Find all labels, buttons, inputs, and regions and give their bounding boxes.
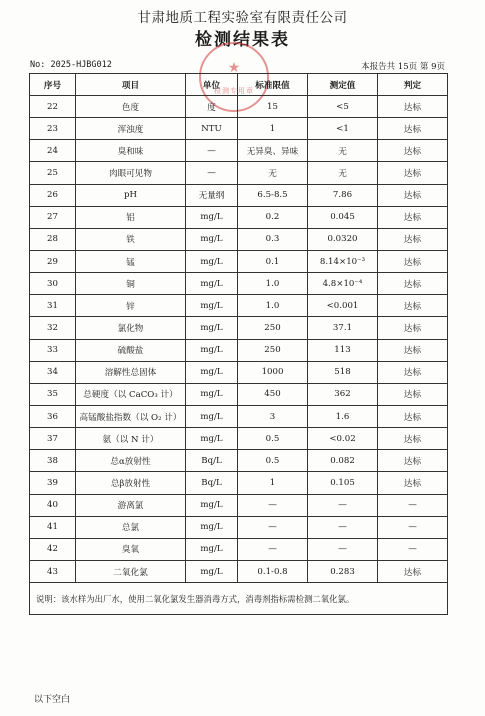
table-row (30, 140, 448, 162)
cell-unit: mg/L (186, 383, 238, 405)
cell-judge: 达标 (378, 317, 448, 339)
cell-no: 34 (30, 361, 76, 383)
cell-judge: 达标 (378, 405, 448, 427)
cell-no: 23 (30, 118, 76, 140)
cell-judge: 达标 (378, 273, 448, 295)
cell-limit: — (238, 494, 308, 516)
cell-judge: — (378, 494, 448, 516)
cell-value: 4.8×10⁻⁴ (308, 273, 378, 295)
table-row (30, 405, 448, 427)
cell-item: 氯化物 (76, 317, 186, 339)
cell-unit: Bq/L (186, 472, 238, 494)
table-row (30, 383, 448, 405)
table-row (30, 118, 448, 140)
cell-item: 总氯 (76, 516, 186, 538)
cell-unit: NTU (186, 118, 238, 140)
cell-no: 41 (30, 516, 76, 538)
cell-judge: 达标 (378, 450, 448, 472)
cell-item: 高锰酸盐指数（以 O₂ 计） (76, 405, 186, 427)
cell-item: 浑浊度 (76, 118, 186, 140)
cell-unit: mg/L (186, 516, 238, 538)
note-text: 说明：该水样为出厂水，使用二氧化氯发生器消毒方式，消毒剂指标需检测二氧化氯。 (30, 583, 448, 615)
cell-limit: — (238, 538, 308, 560)
cell-value: 362 (308, 383, 378, 405)
table-row (30, 273, 448, 295)
cell-limit: 250 (238, 317, 308, 339)
table-row (30, 361, 448, 383)
cell-value: 7.86 (308, 184, 378, 206)
cell-judge: 达标 (378, 118, 448, 140)
cell-no: 30 (30, 273, 76, 295)
table-row (30, 295, 448, 317)
cell-value: 8.14×10⁻³ (308, 250, 378, 272)
cell-unit: mg/L (186, 405, 238, 427)
report-number-value: 2025-HJBG012 (50, 60, 112, 70)
cell-unit: mg/L (186, 206, 238, 228)
cell-limit: 6.5-8.5 (238, 184, 308, 206)
cell-limit: 1.0 (238, 295, 308, 317)
cell-item: 铝 (76, 206, 186, 228)
cell-judge: 达标 (378, 560, 448, 582)
cell-item: 二氧化氯 (76, 560, 186, 582)
cell-judge: 达标 (378, 140, 448, 162)
col-header-unit: 单位 (186, 74, 238, 96)
cell-no: 28 (30, 228, 76, 250)
col-header-judge: 判定 (378, 74, 448, 96)
table-row (30, 250, 448, 272)
cell-no: 35 (30, 383, 76, 405)
cell-limit: 1000 (238, 361, 308, 383)
cell-no: 22 (30, 96, 76, 118)
cell-judge: 达标 (378, 228, 448, 250)
table-row (30, 228, 448, 250)
col-header-limit: 标准限值 (238, 74, 308, 96)
table-row (30, 494, 448, 516)
cell-no: 37 (30, 428, 76, 450)
cell-unit: mg/L (186, 494, 238, 516)
cell-value: 0.082 (308, 450, 378, 472)
table-row (30, 450, 448, 472)
cell-judge: 达标 (378, 96, 448, 118)
cell-item: 游离氯 (76, 494, 186, 516)
table-row (30, 472, 448, 494)
cell-judge: 达标 (378, 162, 448, 184)
cell-limit: 3 (238, 405, 308, 427)
cell-value: 0.0320 (308, 228, 378, 250)
cell-limit: 0.1-0.8 (238, 560, 308, 582)
cell-limit: 15 (238, 96, 308, 118)
table-row (30, 560, 448, 582)
cell-judge: 达标 (378, 339, 448, 361)
cell-no: 40 (30, 494, 76, 516)
cell-judge: 达标 (378, 472, 448, 494)
results-table (29, 73, 448, 615)
cell-limit: 0.5 (238, 428, 308, 450)
cell-unit: mg/L (186, 361, 238, 383)
cell-item: 铜 (76, 273, 186, 295)
cell-judge: 达标 (378, 206, 448, 228)
table-row (30, 317, 448, 339)
cell-no: 39 (30, 472, 76, 494)
cell-value: <0.02 (308, 428, 378, 450)
cell-no: 43 (30, 560, 76, 582)
col-header-value: 测定值 (308, 74, 378, 96)
cell-no: 42 (30, 538, 76, 560)
cell-no: 25 (30, 162, 76, 184)
cell-judge: 达标 (378, 428, 448, 450)
cell-item: 总β放射性 (76, 472, 186, 494)
table-row (30, 206, 448, 228)
cell-limit: 1 (238, 118, 308, 140)
cell-unit: 无量纲 (186, 184, 238, 206)
cell-limit: 1.0 (238, 273, 308, 295)
cell-limit: 无 (238, 162, 308, 184)
seal-text: 检测专用章 (214, 87, 254, 95)
cell-item: 总硬度（以 CaCO₃ 计） (76, 383, 186, 405)
cell-limit: 0.2 (238, 206, 308, 228)
cell-unit: — (186, 140, 238, 162)
cell-no: 36 (30, 405, 76, 427)
cell-limit: 无异臭、异味 (238, 140, 308, 162)
page-title: 检测结果表 (195, 30, 290, 50)
cell-limit: 1 (238, 472, 308, 494)
cell-value: 0.283 (308, 560, 378, 582)
cell-value: 无 (308, 162, 378, 184)
table-row (30, 96, 448, 118)
table-row (30, 184, 448, 206)
cell-no: 24 (30, 140, 76, 162)
page-info: 本报告共 15页 第 9页 (361, 62, 445, 72)
cell-unit: — (186, 162, 238, 184)
cell-value: 518 (308, 361, 378, 383)
col-header-item: 项目 (76, 74, 186, 96)
cell-value: — (308, 538, 378, 560)
cell-item: 铁 (76, 228, 186, 250)
cell-unit: mg/L (186, 428, 238, 450)
cell-unit: mg/L (186, 339, 238, 361)
cell-item: 总α放射性 (76, 450, 186, 472)
table-row (30, 516, 448, 538)
cell-unit: Bq/L (186, 450, 238, 472)
cell-item: 锌 (76, 295, 186, 317)
note-row (30, 583, 448, 615)
cell-limit: 250 (238, 339, 308, 361)
cell-unit: mg/L (186, 560, 238, 582)
cell-item: pH (76, 184, 186, 206)
table-row (30, 339, 448, 361)
cell-no: 31 (30, 295, 76, 317)
cell-no: 32 (30, 317, 76, 339)
cell-judge: 达标 (378, 184, 448, 206)
cell-value: — (308, 516, 378, 538)
cell-item: 肉眼可见物 (76, 162, 186, 184)
cell-value: 1.6 (308, 405, 378, 427)
cell-item: 锰 (76, 250, 186, 272)
cell-judge: — (378, 538, 448, 560)
blank-below-note: 以下空白 (34, 695, 71, 705)
cell-unit: mg/L (186, 228, 238, 250)
seal-star-icon: ★ (227, 60, 241, 76)
cell-limit: 450 (238, 383, 308, 405)
col-header-no: 序号 (30, 74, 76, 96)
cell-item: 色度 (76, 96, 186, 118)
cell-unit: mg/L (186, 538, 238, 560)
cell-item: 氨（以 N 计） (76, 428, 186, 450)
report-number-label: No: (30, 60, 46, 70)
cell-item: 硫酸盐 (76, 339, 186, 361)
cell-value: <0.001 (308, 295, 378, 317)
cell-unit: mg/L (186, 250, 238, 272)
cell-judge: 达标 (378, 250, 448, 272)
cell-limit: 0.1 (238, 250, 308, 272)
cell-value: 无 (308, 140, 378, 162)
company-name: 甘肃地质工程实验室有限责任公司 (137, 10, 348, 26)
cell-limit: — (238, 516, 308, 538)
report-number (30, 60, 112, 70)
cell-limit: 0.3 (238, 228, 308, 250)
cell-no: 33 (30, 339, 76, 361)
cell-value: — (308, 494, 378, 516)
cell-limit: 0.5 (238, 450, 308, 472)
cell-no: 29 (30, 250, 76, 272)
cell-item: 溶解性总固体 (76, 361, 186, 383)
cell-value: 113 (308, 339, 378, 361)
cell-no: 38 (30, 450, 76, 472)
table-row (30, 162, 448, 184)
table-row (30, 428, 448, 450)
cell-value: 0.105 (308, 472, 378, 494)
cell-value: 0.045 (308, 206, 378, 228)
cell-value: <5 (308, 96, 378, 118)
cell-item: 臭和味 (76, 140, 186, 162)
cell-judge: 达标 (378, 295, 448, 317)
cell-no: 26 (30, 184, 76, 206)
cell-unit: mg/L (186, 273, 238, 295)
table-header-row (30, 74, 448, 96)
cell-value: <1 (308, 118, 378, 140)
cell-judge: 达标 (378, 383, 448, 405)
cell-judge: — (378, 516, 448, 538)
cell-no: 27 (30, 206, 76, 228)
cell-unit: mg/L (186, 317, 238, 339)
cell-unit: 度 (186, 96, 238, 118)
cell-value: 37.1 (308, 317, 378, 339)
cell-unit: mg/L (186, 295, 238, 317)
table-row (30, 538, 448, 560)
cell-item: 臭氧 (76, 538, 186, 560)
cell-judge: 达标 (378, 361, 448, 383)
